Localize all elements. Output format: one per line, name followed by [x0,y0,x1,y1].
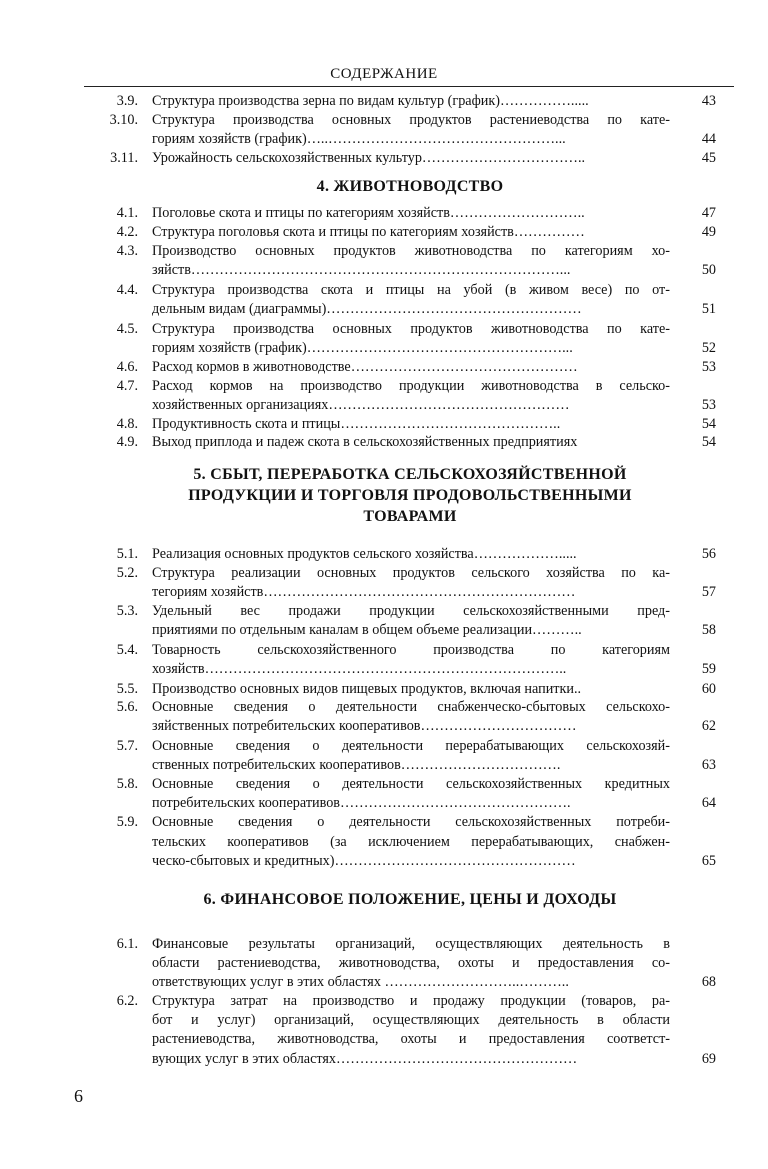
toc-entry-line: тельских кооперативов (за исключением перерабатывающих, снабжен- [152,833,670,850]
toc-entry-number: 4.3. [116,243,138,259]
toc-entry-line: Структура реализации основных продуктов сельского хозяйства по ка- [152,565,670,581]
toc-entry-page: 44 [701,131,716,147]
toc-entry-page: 64 [701,795,716,811]
toc-entry-line: области растениеводства, животноводства, охоты и предоставления со- [152,955,670,971]
toc-entry-title [152,813,670,872]
toc-entry-title [152,433,670,452]
toc-entry-line: Реализация основных продуктов сельского хозяйства………………..... [152,546,577,562]
toc-entry-title [152,149,670,168]
toc-entry-page: 56 [701,546,716,562]
toc-entry-line: Поголовье скота и птицы по категориям хозяйств……………………….. [152,205,585,221]
toc-entry-number: 5.8. [116,776,138,792]
toc-entry-line: гориям хозяйств (график)………………………………………………... [152,340,573,356]
toc-entry-line: бот и услуг) организаций, осуществляющих деятельность в области [152,1012,670,1029]
toc-entry-title [152,641,670,679]
toc-entry-line: Структура производства скота и птицы на убой (в живом весе) по от- [152,282,670,298]
toc-entry-line: Структура поголовья скота и птицы по категориям хозяйств…………… [152,224,585,240]
toc-entry-number: 4.6. [116,359,138,375]
section-heading-line: ТОВАРАМИ [363,508,457,525]
toc-entry-page: 53 [701,397,716,413]
toc-entry-title [152,564,670,602]
toc-entry-number: 6.1. [116,936,138,952]
toc-entry-page: 49 [701,224,716,240]
toc-entry-page: 51 [701,301,716,317]
toc-entry-line: Структура затрат на производство и продажу продукции (товаров, ра- [152,993,670,1009]
toc-entry-number: 3.11. [110,150,138,166]
toc-entry-number: 5.6. [116,699,138,715]
toc-entry-number: 4.9. [116,434,138,450]
toc-entry-title [152,545,670,564]
toc-entry-number: 5.1. [116,546,138,562]
toc-entry-title [152,775,670,813]
toc-entry-line: тегориям хозяйств………………………………………………………… [152,584,576,600]
toc-entry-line: потребительских кооперативов…………………………………………. [152,795,571,811]
page-title: СОДЕРЖАНИЕ [330,66,438,82]
toc-entry-page: 65 [701,853,716,869]
section-heading: 6. ФИНАНСОВОЕ ПОЛОЖЕНИЕ, ЦЕНЫ И ДОХОДЫ [203,891,617,908]
toc-entry-page: 43 [701,93,716,109]
toc-entry-page: 54 [701,434,716,450]
toc-entry-line: Производство основных видов пищевых продуктов, включая напитки.. [152,681,582,697]
toc-entry-title [152,377,670,415]
toc-entry-page: 68 [701,974,716,990]
toc-entry-line: ответствующих услуг в этих областях ………………………..……….. [152,974,569,990]
toc-entry-line: ческо-сбытовых и кредитных)…………………………………………… [152,853,576,869]
toc-entry-page: 54 [701,416,716,432]
toc-entry-page: 58 [701,622,716,638]
toc-entry-number: 5.9. [116,814,138,830]
toc-entry-title [152,92,670,111]
toc-entry-title [152,358,670,377]
toc-entry-title [152,242,670,280]
toc-entry-line: Основные сведения о деятельности снабженческо-сбытовых сельскохо- [152,699,670,715]
toc-entry-number: 6.2. [116,993,138,1009]
toc-entry-page: 69 [701,1050,716,1067]
toc-entry-page: 53 [701,359,716,375]
toc-entry-line: хозяйств………………………………………………………………….. [152,661,567,677]
toc-entry-title [152,992,670,1069]
toc-entry-line: Структура производства зерна по видам культур (график)……………..... [152,93,589,109]
toc-entry-number: 5.5. [116,681,138,697]
toc-entry-page: 62 [701,718,716,734]
toc-entry-line: гориям хозяйств (график)…..…………………………………………... [152,131,566,147]
toc-entry-line: Структура производства основных продуктов животноводства по катe- [152,321,670,337]
toc-entry-number: 4.8. [116,416,138,432]
toc-entry-line: Выход приплода и падеж скота в сельскохозяйственных предприятиях [152,434,578,450]
toc-entry-line: Удельный вес продажи продукции сельскохозяйственными пред- [152,603,670,619]
toc-entry-line: Структура производства основных продуктов растениеводства по кате- [152,112,670,128]
toc-entry-page: 59 [701,661,716,677]
toc-entry-title [152,320,670,358]
toc-entry-line: вующих услуг в этих областях…………………………………………… [152,1050,578,1067]
toc-entry-title [152,204,670,223]
section-heading: 4. ЖИВОТНОВОДСТВО [316,178,504,195]
toc-entry-line: Основные сведения о деятельности сельскохозяйственных кредитных [152,776,670,792]
toc-entry-number: 5.3. [116,603,138,619]
toc-entry-title [152,698,670,736]
toc-entry-title [152,415,670,434]
toc-entry-line: Финансовые результаты организаций, осуществляющих деятельность в [152,936,670,952]
header-divider [84,86,734,87]
toc-entry-number: 3.9. [116,93,138,109]
toc-entry-page: 52 [701,340,716,356]
toc-entry-title [152,737,670,775]
toc-entry-number: 4.1. [116,205,138,221]
toc-entry-line: зяйственных потребительских кооперативов…………………………… [152,718,577,734]
toc-entry-page: 63 [701,757,716,773]
toc-entry-page: 45 [701,150,716,166]
toc-entry-number: 4.7. [116,378,138,394]
section-heading-line: 5. СБЫТ, ПЕРЕРАБОТКА СЕЛЬСКОХОЗЯЙСТВЕННОЙ [193,466,627,483]
toc-entry-line: ственных потребительских кооперативов……………………………. [152,757,561,773]
toc-entry-title [152,281,670,319]
toc-entry-title [152,935,670,992]
page-number: 6 [74,1086,83,1106]
section-heading-line: ПРОДУКЦИИ И ТОРГОВЛЯ ПРОДОВОЛЬСТВЕННЫМИ [188,487,632,504]
toc-entry-line: Урожайность сельскохозяйственных культур…………………………….. [152,150,586,166]
toc-entry-page: 50 [701,262,716,278]
toc-entry-number: 4.2. [116,224,138,240]
toc-entry-number: 5.4. [116,642,138,658]
toc-entry-line: Основные сведения о деятельности сельскохозяйственных потреби- [152,814,670,830]
toc-entry-number: 5.2. [116,565,138,581]
toc-entry-line: хозяйственных организациях…………………………………………… [152,397,570,413]
toc-entry-line: дельным видам (диаграммы)……………………………………………… [152,301,582,317]
toc-entry-page: 60 [701,681,716,697]
toc-entry-number: 4.5. [116,321,138,337]
toc-entry-title [152,680,670,699]
section-heading [130,464,690,527]
toc-entry-title [152,602,670,640]
toc-entry-line: Расход кормов на производство продукции животноводства в сельско- [152,378,670,394]
toc-entry-page: 57 [701,584,716,600]
toc-entry-line: Товарность сельскохозяйственного производства по категориям [152,642,670,658]
toc-entry-line: приятиями по отдельным каналам в общем объеме реализации……….. [152,622,582,638]
toc-entry-line: Основные сведения о деятельности перерабатывающих сельскохозяй- [152,738,670,754]
toc-entry-number: 3.10. [109,112,138,128]
toc-entry-page: 47 [701,205,716,221]
toc-entry-number: 5.7. [116,738,138,754]
toc-entry-line: Продуктивность скота и птицы……………………………………….. [152,416,561,432]
toc-entry-line: зяйств……………………………………………………………………... [152,262,571,278]
toc-entry-line: Расход кормов в животноводстве………………………………………… [152,359,578,375]
toc-entry-title [152,223,670,242]
toc-entry-number: 4.4. [116,282,138,298]
toc-entry-title [152,111,670,149]
toc-entry-line: Производство основных продуктов животноводства по категориям хо- [152,243,670,259]
toc-entry-line: растениеводства, животноводства, охоты и предоставления соответст- [152,1031,670,1048]
